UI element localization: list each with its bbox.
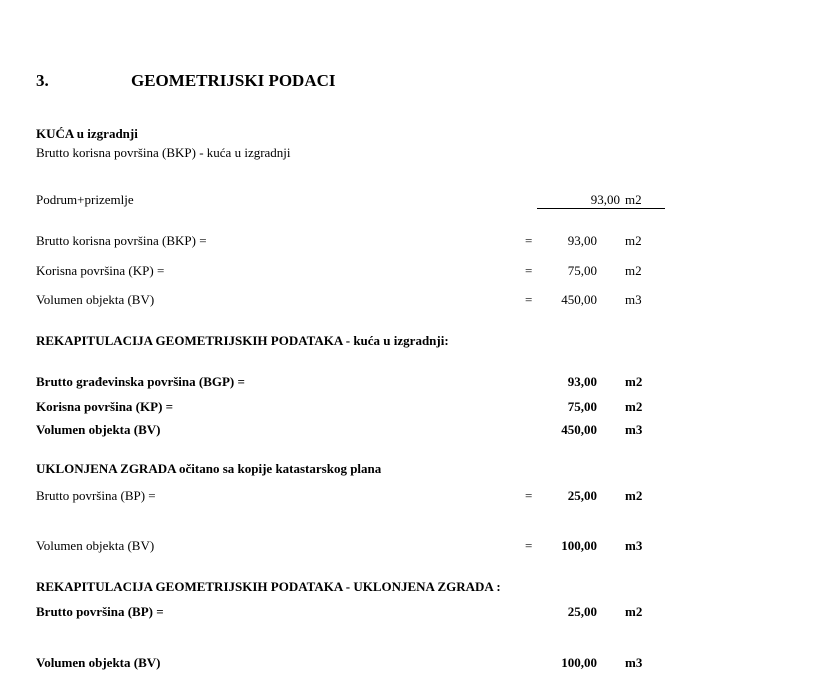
floor-label: Podrum+prizemlje (36, 192, 134, 207)
house-row-label: Brutto korisna površina (BKP) = (36, 233, 207, 248)
removed-row-value: 100,00 (561, 538, 597, 553)
house-row-unit: m3 (625, 292, 642, 307)
recap-house-row-value: 450,00 (561, 422, 597, 437)
house-row-eq: = (525, 292, 533, 307)
recap-removed-row-unit: m3 (625, 655, 643, 670)
recap-removed-row-label: Volumen objekta (BV) (36, 655, 161, 670)
section-number: 3. (36, 71, 49, 90)
house-row-unit: m2 (625, 263, 642, 278)
house-row-value: 450,00 (561, 292, 597, 307)
removed-title: UKLONJENA ZGRADA očitano sa kopije katastarskog plana (36, 461, 382, 476)
recap-removed-row-label: Brutto površina (BP) = (36, 604, 164, 619)
recap-house-row-value: 93,00 (567, 374, 597, 389)
floor-value: 93,00 (590, 192, 620, 207)
house-subtitle: Brutto korisna površina (BKP) - kuća u izgradnji (36, 145, 291, 160)
house-row-value: 93,00 (567, 233, 597, 248)
house-title: KUĆA u izgradnji (36, 126, 138, 141)
removed-row-eq: = (525, 538, 533, 553)
recap-house-title: REKAPITULACIJA GEOMETRIJSKIH PODATAKA - kuća u izgradnji: (36, 333, 449, 348)
recap-house-row-unit: m2 (625, 399, 643, 414)
recap-house-row-value: 75,00 (567, 399, 597, 414)
section-title: GEOMETRIJSKI PODACI (131, 71, 336, 90)
recap-removed-title: REKAPITULACIJA GEOMETRIJSKIH PODATAKA - UKLONJENA ZGRADA : (36, 579, 501, 594)
recap-removed-row-value: 25,00 (567, 604, 597, 619)
removed-row-unit: m2 (625, 488, 643, 503)
recap-house-row-label: Volumen objekta (BV) (36, 422, 161, 437)
removed-row-value: 25,00 (567, 488, 597, 503)
floor-underline (537, 208, 665, 209)
removed-row-label: Brutto površina (BP) = (36, 488, 156, 503)
house-row-label: Korisna površina (KP) = (36, 263, 165, 278)
recap-house-row-label: Brutto građevinska površina (BGP) = (36, 374, 245, 389)
house-row-eq: = (525, 233, 533, 248)
house-row-value: 75,00 (567, 263, 597, 278)
removed-row-unit: m3 (625, 538, 643, 553)
house-row-unit: m2 (625, 233, 642, 248)
recap-removed-row-unit: m2 (625, 604, 643, 619)
recap-house-row-unit: m2 (625, 374, 643, 389)
recap-house-row-label: Korisna površina (KP) = (36, 399, 174, 414)
removed-row-label: Volumen objekta (BV) (36, 538, 155, 553)
recap-house-row-unit: m3 (625, 422, 643, 437)
house-row-eq: = (525, 263, 533, 278)
removed-row-eq: = (525, 488, 533, 503)
house-row-label: Volumen objekta (BV) (36, 292, 155, 307)
floor-unit: m2 (625, 192, 642, 207)
recap-removed-row-value: 100,00 (561, 655, 597, 670)
